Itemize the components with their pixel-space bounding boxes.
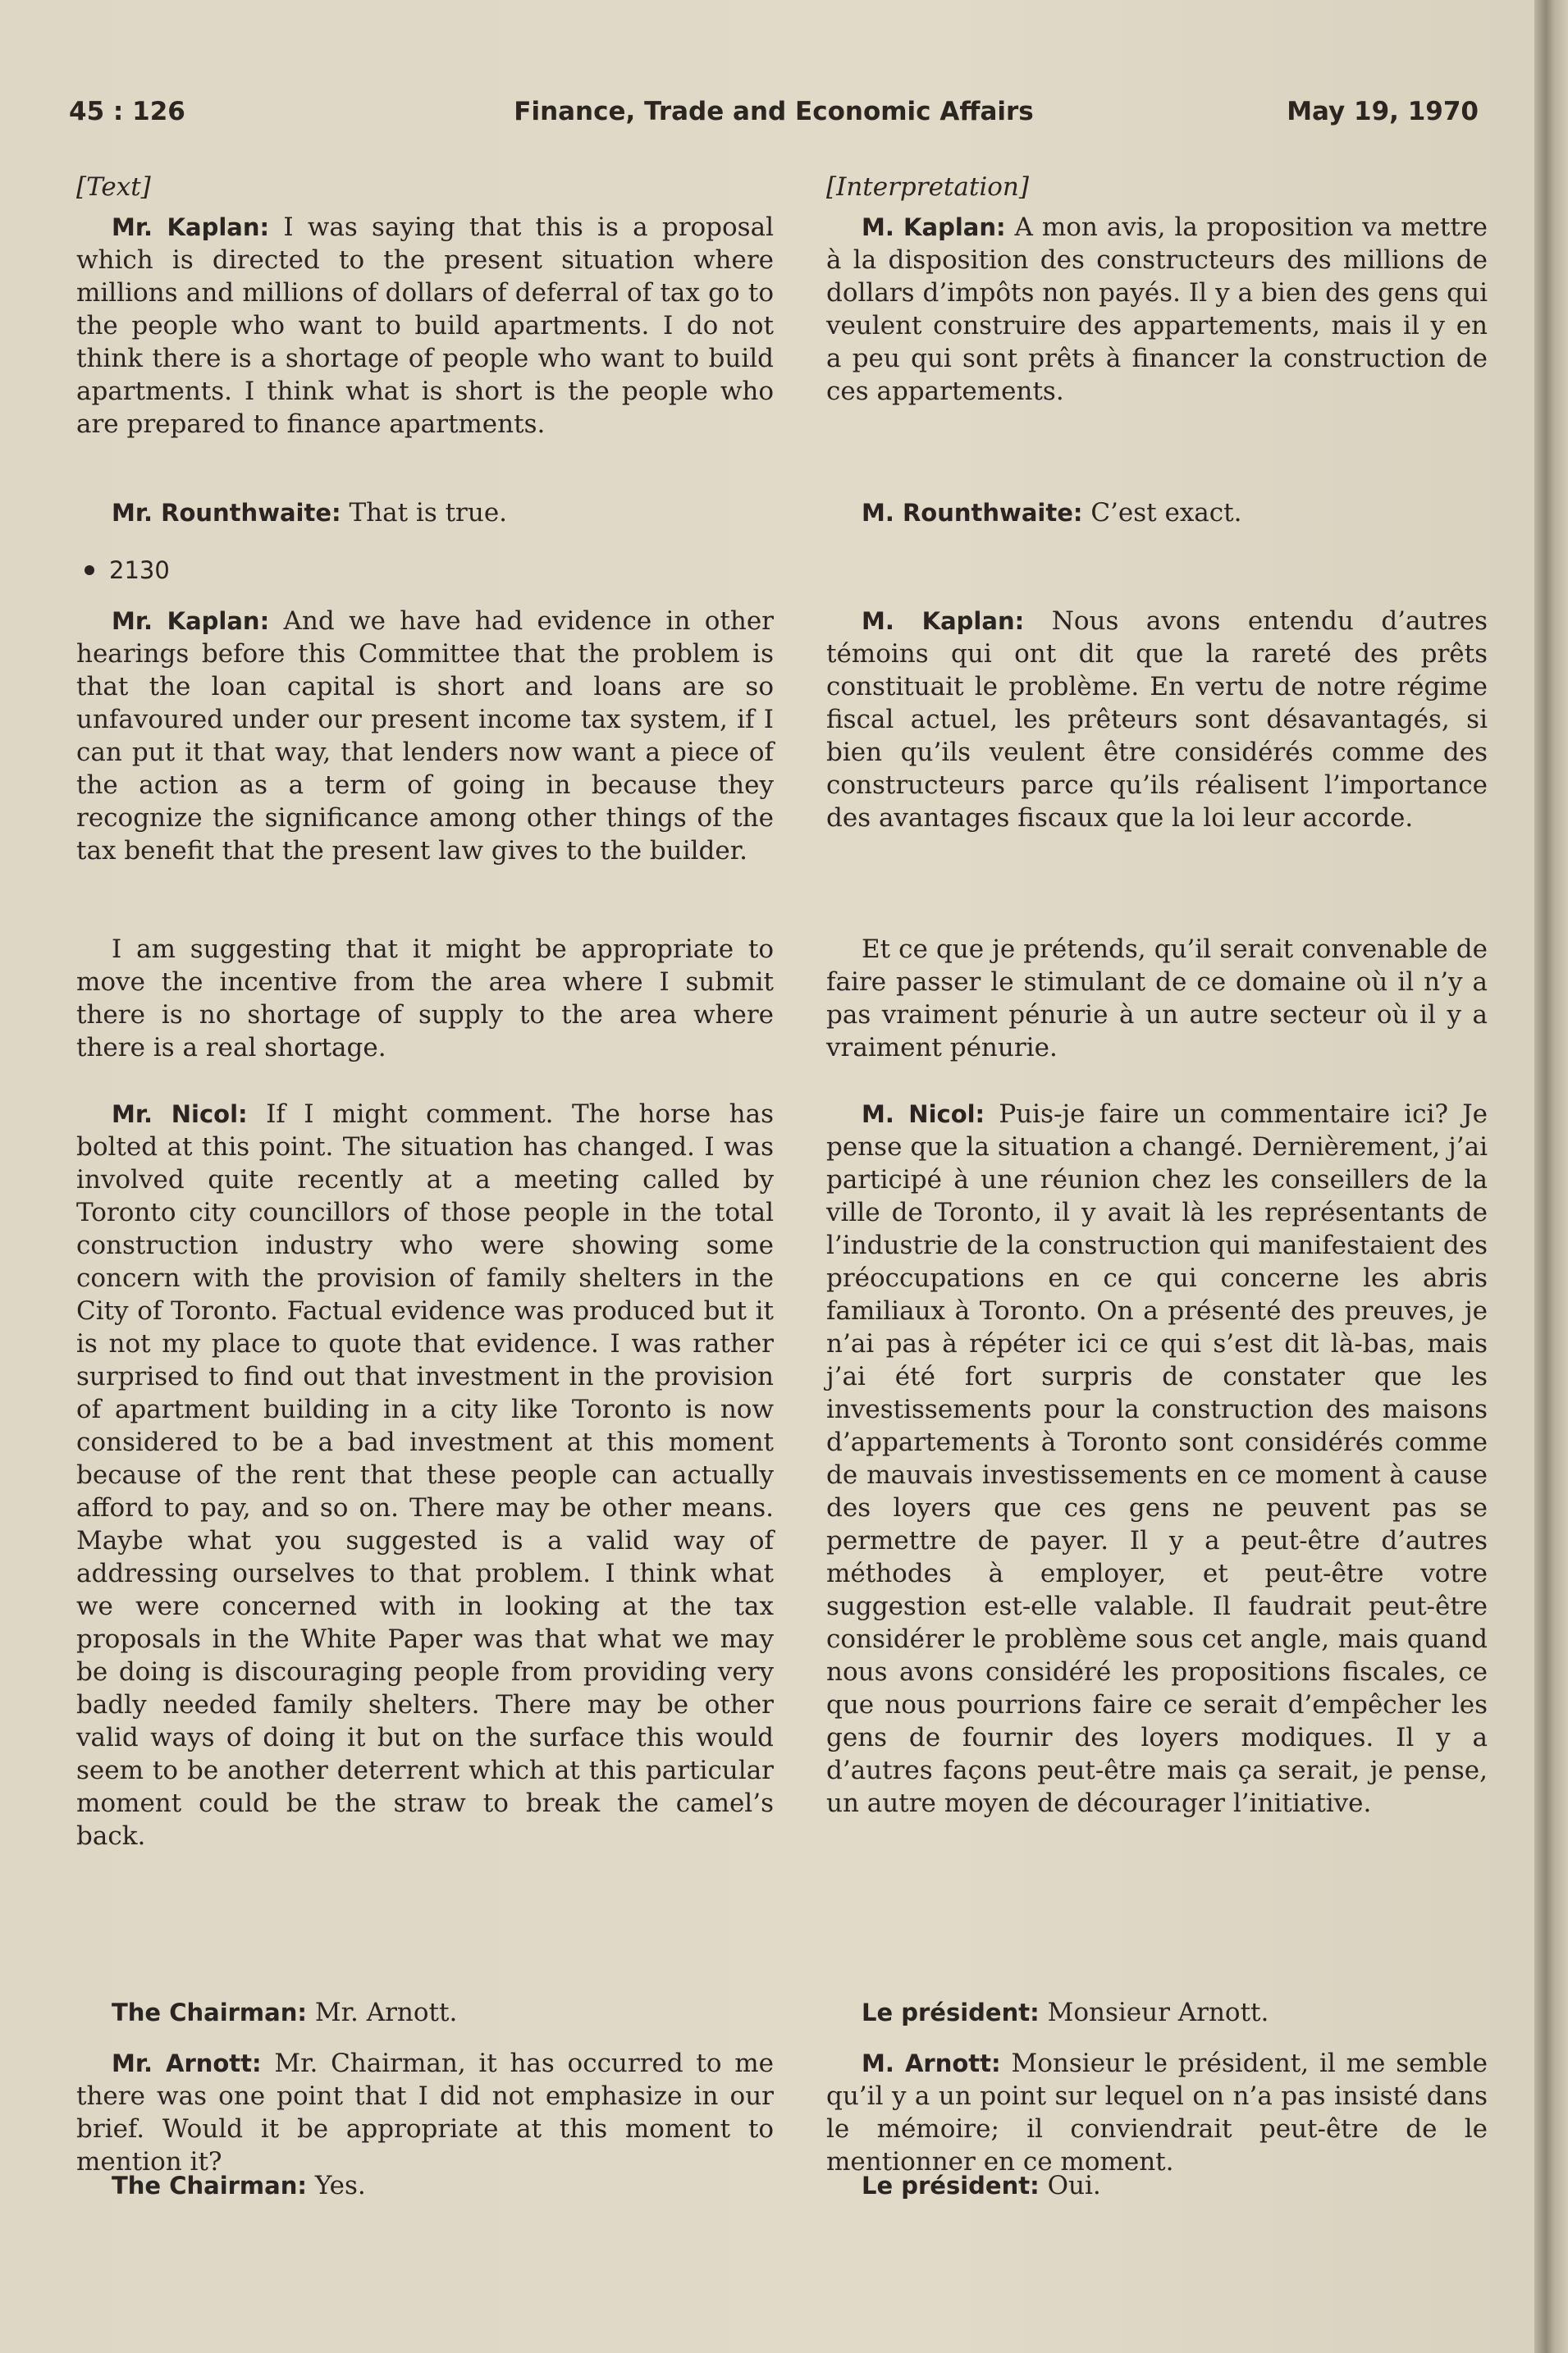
page-number: 45 : 126	[69, 97, 185, 126]
kaplan-statement-1	[76, 211, 774, 441]
chairman-statement-1	[826, 1996, 1488, 2029]
time-marker	[76, 554, 774, 587]
page-date: May 19, 1970	[1287, 97, 1479, 126]
kaplan-statement-2-continued	[76, 933, 774, 1064]
speaker-name: Mr. Arnott:	[112, 2049, 262, 2077]
speaker-name: The Chairman:	[112, 2172, 307, 2200]
speech-text: Yes.	[314, 2171, 366, 2200]
bullet-icon	[85, 565, 94, 575]
page-edge	[1534, 0, 1568, 2353]
speaker-name: Mr. Kaplan:	[112, 213, 270, 241]
speaker-name: M. Rounthwaite:	[862, 499, 1083, 527]
chairman-statement-1	[76, 1996, 774, 2029]
nicol-statement	[826, 1098, 1488, 1820]
chairman-statement-2	[826, 2169, 1488, 2202]
page-header	[69, 97, 1479, 138]
speaker-name: M. Nicol:	[862, 1100, 985, 1128]
text-label: [Text]	[76, 172, 151, 202]
speaker-name: Le président:	[862, 1999, 1040, 2026]
chairman-statement-2	[76, 2169, 774, 2202]
speaker-name: Le président:	[862, 2172, 1040, 2200]
nicol-statement	[76, 1098, 774, 1853]
speech-text: And we have had evidence in other hearings before this Committee that the problem is that the loan capital is short and loans are so unfavoured under our present income tax system, if I can put it that way, that lenders now want a piece of the action as a term of going in because they recognize the significance among other things of the tax benefit that the present law gives to the builder.	[76, 606, 774, 866]
arnott-statement	[826, 2047, 1488, 2178]
speech-text: Puis-je faire un commentaire ici? Je pense que la situation a changé. Dernièrement, j’ai participé à une réunion chez les conseillers de la ville de Toronto, il y avait là les représentants de l’industrie de la construction qui manifestaient des préoccupations en ce qui concerne les abris familiaux à Toronto. On a présenté des preuves, je n’ai pas à répéter ici ce qui s’est dit là-bas, mais j’ai été fort surpris de constater que les investissements pour la construction des maisons d’appartements à Toronto sont considérés comme de mauvais investissements en ce moment à cause des loyers que ces gens ne peuvent pas se permettre de payer. Il y a peut-être d’autres méthodes à employer, et peut-être votre suggestion est-elle valable. Il faudrait peut-être considérer le problème sous cet angle, mais quand nous avons considéré les propositions fiscales, ce que nous pourrions faire ce serait d’empêcher les gens de fournir des loyers modiques. Il y a d’autres façons peut-être mais ça serait, je pense, un autre moyen de décourager l’initiative.	[826, 1099, 1488, 1818]
speech-text: Nous avons entendu d’autres témoins qui ont dit que la rareté des prêts constituait le problème. En vertu de notre régime fiscal actuel, les prêteurs sont désavantagés, si bien qu’ils veulent être considérés comme des constructeurs parce qu’ils réalisent l’importance des avantages fiscaux que la loi leur accorde.	[826, 606, 1488, 833]
speech-text: If I might comment. The horse has bolted at this point. The situation has changed. I was involved quite recently at a meeting called by Toronto city councillors of those people in the total construction industry who were showing some concern with the provision of family shelters in the City of Toronto. Factual evidence was produced but it is not my place to quote that evidence. I was rather surprised to find out that investment in the provision of apartment building in a city like Toronto is now considered to be a bad investment at this moment because of the rent that these people can actually afford to pay, and so on. There may be other means. Maybe what you suggested is a valid way of addressing ourselves to that problem. I think what we were concerned with in looking at the tax proposals in the White Paper was that what we may be doing is discouraging people from providing very badly needed family shelters. There may be other valid ways of doing it but on the surface this would seem to be another deterrent which at this particular moment could be the straw to break the camel’s back.	[76, 1099, 774, 1851]
publication-title: Finance, Trade and Economic Affairs	[514, 97, 1034, 126]
speech-text: A mon avis, la proposition va mettre à la disposition des constructeurs des millions de dollars d’impôts non payés. Il y a bien des gens qui veulent construire des appartements, mais il y en a peu qui sont prêts à financer la construction de ces appartements.	[826, 212, 1488, 406]
speaker-name: M. Kaplan:	[862, 213, 1006, 241]
speech-text: Mr. Arnott.	[314, 1998, 458, 2027]
speech-text: Monsieur Arnott.	[1047, 1998, 1269, 2027]
kaplan-statement-1	[826, 211, 1488, 408]
speech-text: Et ce que je prétends, qu’il serait convenable de faire passer le stimulant de ce domaine où il n’y a pas vraiment pénurie à un autre secteur où il y a vraiment pénurie.	[826, 934, 1488, 1062]
speech-text: I was saying that this is a proposal which is directed to the present situation where millions and millions of dollars of deferral of tax go to the people who want to build apartments. I do not think there is a shortage of people who want to build apartments. I think what is short is the people who are prepared to finance apartments.	[76, 212, 774, 439]
arnott-statement	[76, 2047, 774, 2178]
kaplan-statement-2	[826, 605, 1488, 834]
rounthwaite-statement	[76, 496, 774, 529]
speaker-name: Mr. Kaplan:	[112, 607, 270, 635]
speech-text: C’est exact.	[1090, 498, 1242, 528]
speaker-name: M. Arnott:	[862, 2049, 1001, 2077]
speech-text: That is true.	[349, 498, 508, 528]
speech-text: Mr. Chairman, it has occurred to me there was one point that I did not emphasize in our brief. Would it be appropriate at this moment to mention it?	[76, 2049, 775, 2177]
kaplan-statement-2-continued	[826, 933, 1488, 1064]
speech-text: I am suggesting that it might be appropriate to move the incentive from the area where I submit there is no shortage of supply to the area where there is a real shortage.	[76, 934, 774, 1062]
speaker-name: Mr. Rounthwaite:	[112, 499, 341, 527]
rounthwaite-statement	[826, 496, 1488, 529]
kaplan-statement-2	[76, 605, 774, 867]
speaker-name: Mr. Nicol:	[112, 1100, 248, 1128]
speech-text: Oui.	[1047, 2171, 1101, 2200]
time-marker-text: 2130	[109, 556, 170, 584]
speaker-name: M. Kaplan:	[862, 607, 1025, 635]
interpretation-label: [Interpretation]	[826, 172, 1029, 202]
speech-text: Monsieur le président, il me semble qu’il y a un point sur lequel on n’a pas insisté dans le mémoire; il conviendrait peut-être de le mentionner en ce moment.	[826, 2049, 1488, 2177]
speaker-name: The Chairman:	[112, 1999, 307, 2026]
